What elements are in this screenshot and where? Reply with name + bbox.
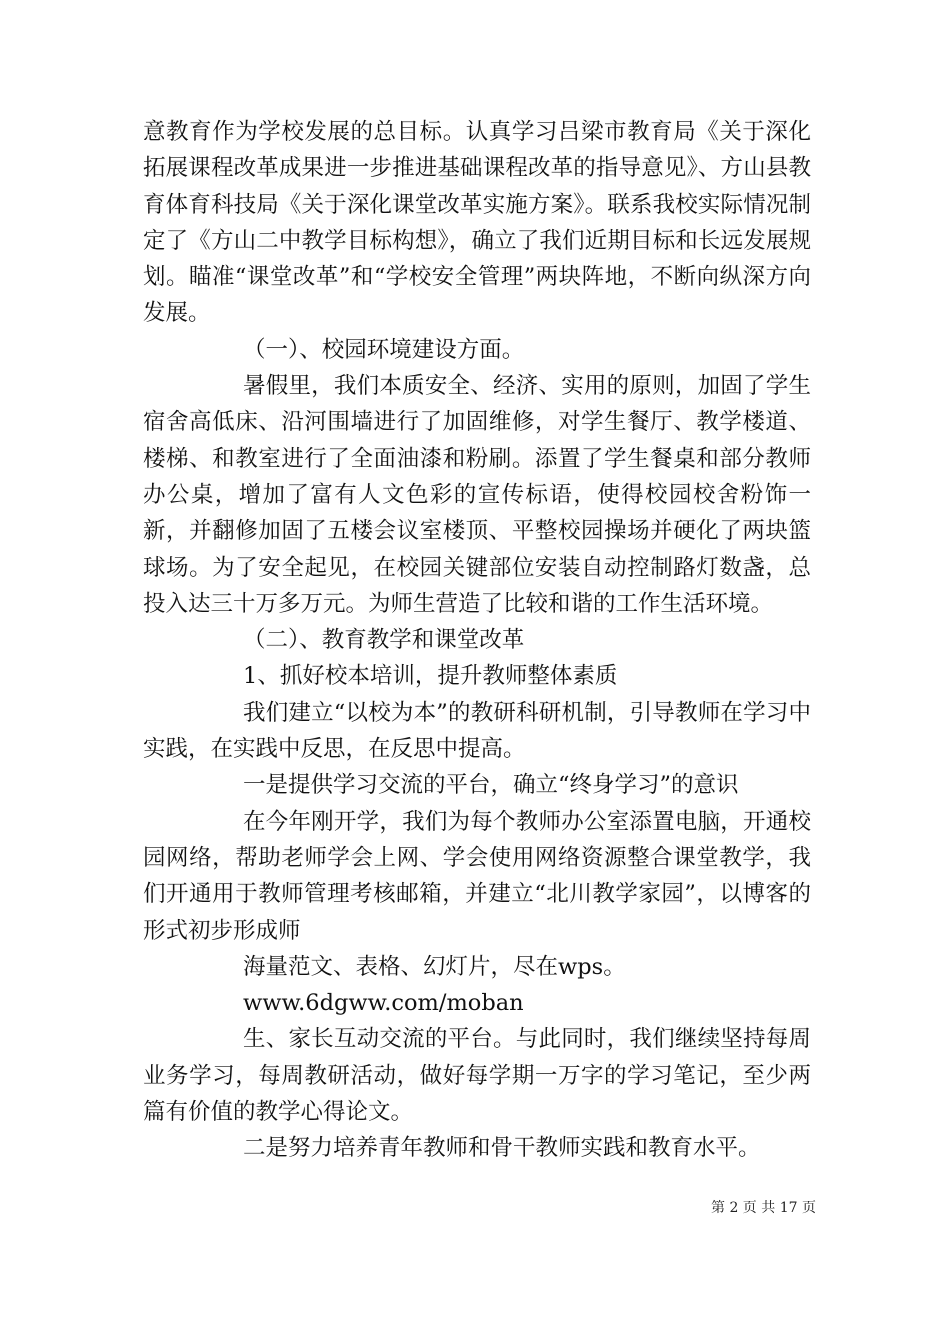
paragraph-learning-platform: 在今年刚开学，我们为每个教师办公室添置电脑，开通校园网络，帮助老师学会上网、学会使用网络资源整合课堂教学，我们开通用于教师管理考核邮箱，并建立“北川教学家园”，以博客的形式初步形成师 — [143, 808, 811, 944]
paragraph-research-mechanism: 我们建立“以校为本”的教研科研机制，引导教师在学习中实践，在实践中反思，在反思中提高。 — [143, 699, 811, 763]
heading-teaching-reform: （二）、教育教学和课堂改革 — [243, 627, 525, 654]
heading-campus-environment: （一）、校园环境建设方面。 — [243, 336, 525, 363]
watermark-text: 海量范文、表格、幻灯片，尽在wps。 — [243, 953, 626, 980]
heading-learning-platform: 一是提供学习交流的平台，确立“终身学习”的意识 — [243, 772, 739, 799]
document-body — [143, 114, 811, 1167]
page-number: 第 2 页 共 17 页 — [711, 1200, 816, 1216]
heading-school-training: 1、抓好校本培训，提升教师整体素质 — [243, 663, 618, 690]
watermark-url: www.6dgww.com/moban — [243, 990, 524, 1017]
paragraph-interaction-platform: 生、家长互动交流的平台。与此同时，我们继续坚持每周业务学习，每周教研活动，做好每学期一万字的学习笔记，至少两篇有价值的教学心得论文。 — [143, 1026, 811, 1126]
paragraph-campus-environment: 暑假里，我们本质安全、经济、实用的原则，加固了学生宿舍高低床、沿河围墙进行了加固维修，对学生餐厅、教学楼道、楼梯、和教室进行了全面油漆和粉刷。添置了学生餐桌和部分教师办公桌，增加了富有人文色彩的宣传标语，使得校园校舍粉饰一新，并翻修加固了五楼会议室楼顶、平整校园操场并硬化了两块篮球场。为了安全起见，在校园关键部位安装自动控制路灯数盏，总投入达三十万多万元。为师生营造了比较和谐的工作生活环境。 — [143, 373, 811, 617]
paragraph-intro: 意教育作为学校发展的总目标。认真学习吕梁市教育局《关于深化拓展课程改革成果进一步推进基础课程改革的指导意见》、方山县教育体育科技局《关于深化课堂改革实施方案》。联系我校实际情况制定了《方山二中教学目标构想》，确立了我们近期目标和长远发展规划。瞄准“课堂改革”和“学校安全管理”两块阵地，不断向纵深方向发展。 — [143, 119, 811, 327]
heading-young-teachers: 二是努力培养青年教师和骨干教师实践和教育水平。 — [243, 1135, 761, 1162]
